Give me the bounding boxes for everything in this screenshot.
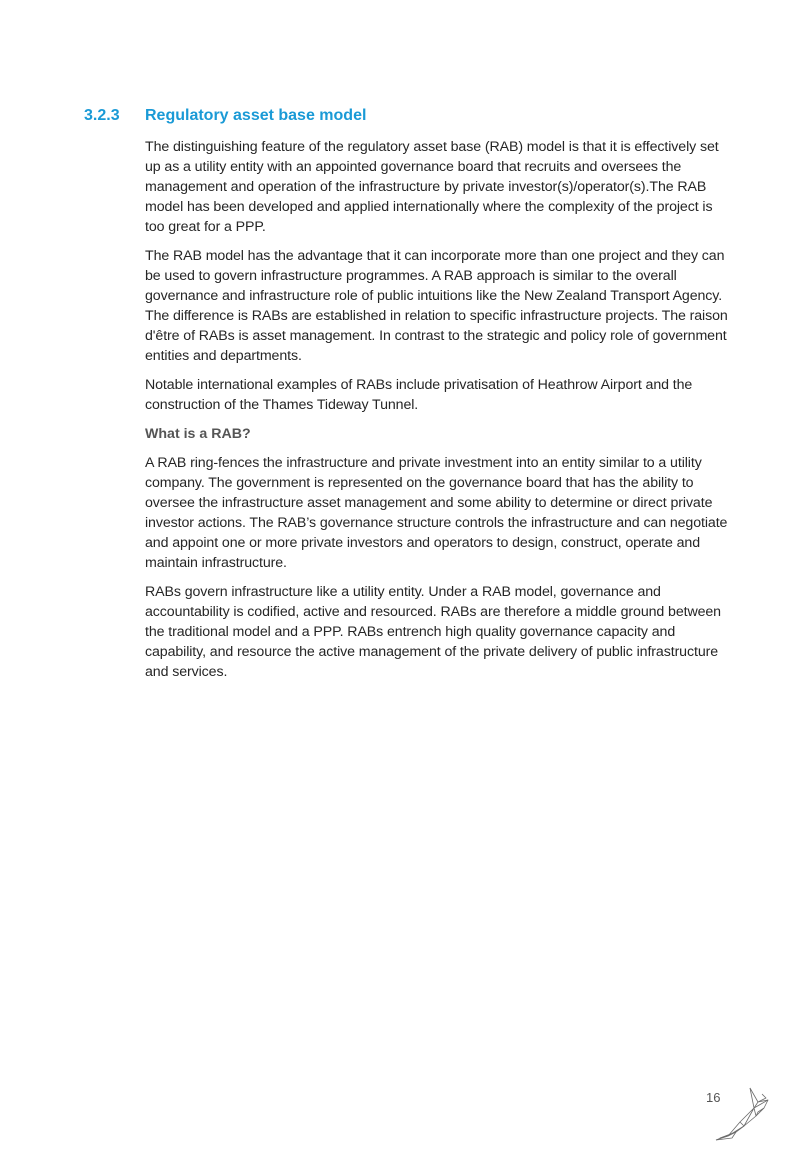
section-heading xyxy=(84,107,366,125)
paragraph-rab-definition: The distinguishing feature of the regulatory asset base (RAB) model is that it is effectively set up as a utility entity with an appointed governance board that recruits and oversees the management and operation of the infrastructure by private investor(s)/operator(s).The RAB model has been developed and applied internationally where the complexity of the project is too great for a PPP. xyxy=(145,139,719,235)
section-number: 3.2.3 xyxy=(84,107,120,124)
paragraph-rab-advantages: The RAB model has the advantage that it can incorporate more than one project and they can be used to govern infrastructure programmes. A RAB approach is similar to the overall governance and infrastructure role of public intuitions like the New Zealand Transport Agency. The difference is RABs are established in relation to specific infrastructure projects. The raison d'être of RABs is asset management. In contrast to the strategic and policy role of government entities and departments. xyxy=(145,248,728,364)
paragraph-rab-governance: RABs govern infrastructure like a utility entity. Under a RAB model, governance and accountability is codified, active and resourced. RABs are therefore a middle ground between the traditional model and a PPP. RABs entrench high quality governance capacity and capability, and resource the active management of the private delivery of public infrastructure and services. xyxy=(145,584,721,680)
body-content xyxy=(145,137,730,691)
paragraph-rab-ring-fence: A RAB ring-fences the infrastructure and private investment into an entity similar to a utility company. The government is represented on the governance board that has the ability to oversee the infrastructure asset management and some ability to determine or direct private investor actions. The RAB’s governance structure controls the infrastructure and can negotiate and appoint one or more private investors and operators to design, construct, operate and maintain infrastructure. xyxy=(145,455,728,571)
section-title: Regulatory asset base model xyxy=(145,107,367,124)
page-number: 16 xyxy=(706,1090,721,1105)
paragraph-rab-examples: Notable international examples of RABs include privatisation of Heathrow Airport and the construction of the Thames Tideway Tunnel. xyxy=(145,377,693,413)
subheading-what-is-rab: What is a RAB? xyxy=(145,426,251,442)
geometric-bird-logo-icon xyxy=(714,1086,774,1142)
